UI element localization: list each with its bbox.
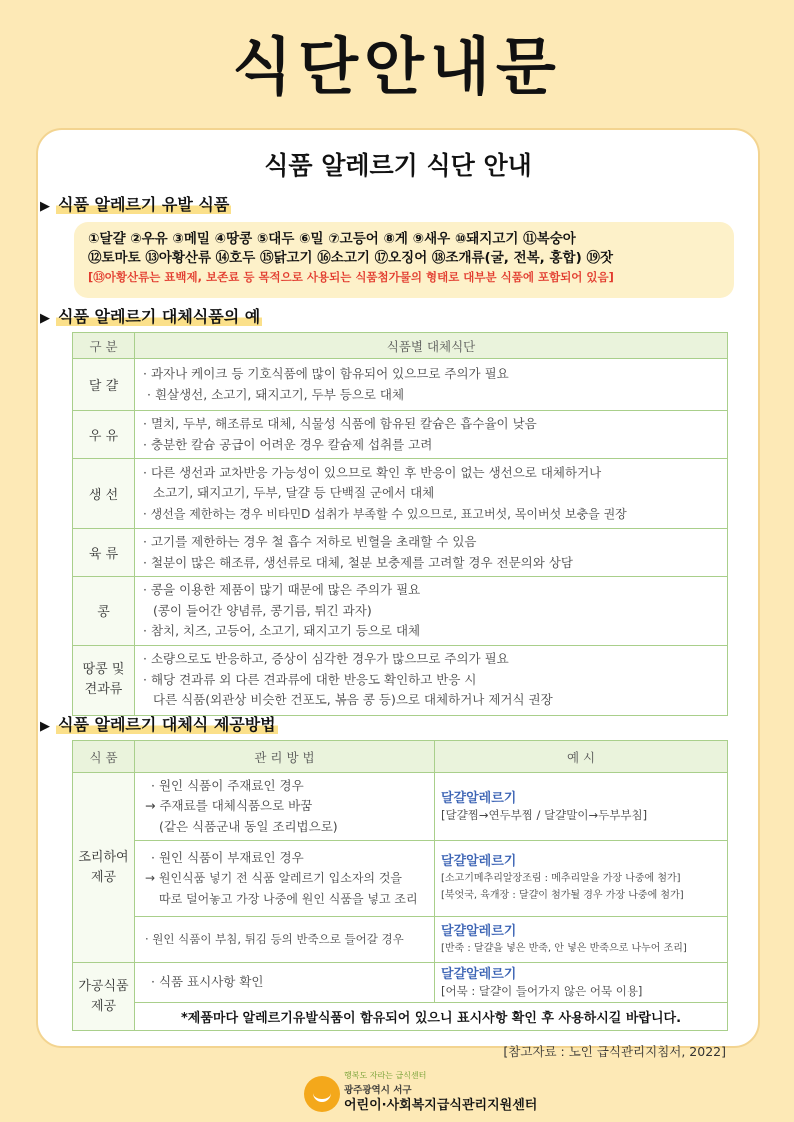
substitute-table xyxy=(72,332,728,716)
allergen-list-box xyxy=(74,222,734,298)
column-header: 식 품 xyxy=(73,741,135,773)
table-row xyxy=(73,963,728,1003)
row-description: · 멸치, 두부, 해조류로 대체, 식물성 식품에 함유된 칼슘은 흡수율이 낮음 · 충분한 칼슘 공급이 어려운 경우 칼슘제 섭취를 고려 xyxy=(135,411,728,459)
smile-logo-icon xyxy=(304,1076,340,1112)
triangle-icon: ▶ xyxy=(40,311,50,326)
column-header: 구 분 xyxy=(73,333,135,359)
page-title: 식단안내문 xyxy=(232,30,562,103)
row-category: 육 류 xyxy=(73,529,135,577)
reference-note: [참고자료 : 노인 급식관리지침서, 2022] xyxy=(503,1044,726,1059)
row-category: 달 걀 xyxy=(73,359,135,411)
table-row xyxy=(73,917,728,963)
row-category: 우 유 xyxy=(73,411,135,459)
column-header: 관 리 방 법 xyxy=(135,741,435,773)
table-header-row xyxy=(73,333,728,359)
row-category: 가공식품 제공 xyxy=(73,963,135,1031)
table-row xyxy=(73,645,728,715)
row-category: 콩 xyxy=(73,577,135,646)
table-row xyxy=(73,577,728,646)
row-category: 땅콩 및 견과류 xyxy=(73,645,135,715)
row-category: 생 선 xyxy=(73,459,135,529)
allergen-line: ⑫토마토 ⑬아황산류 ⑭호두 ⑮닭고기 ⑯소고기 ⑰오징어 ⑱조개류(굴, 전복, 홍합) ⑲잣 xyxy=(88,250,614,266)
table-row xyxy=(73,1003,728,1031)
section-heading-substitutes: ▶ 식품 알레르기 대체식품의 예 xyxy=(40,307,261,326)
logo-slogan: 행복도 자라는 급식센터 xyxy=(344,1071,427,1080)
example-title: 달걀알레르기 xyxy=(441,923,517,939)
row-example: 달걀알레르기 [어묵 : 달걀이 들어가지 않은 어묵 이용] xyxy=(435,963,728,1003)
column-header: 식품별 대체식단 xyxy=(135,333,728,359)
row-description: · 콩을 이용한 제품이 많기 때문에 많은 주의가 필요 (콩이 들어간 양념류, 콩기름, 튀긴 과자) · 참치, 치즈, 고등어, 소고기, 돼지고기 등으로 대체 xyxy=(135,577,728,646)
row-category: 조리하여 제공 xyxy=(73,773,135,963)
triangle-icon: ▶ xyxy=(40,199,50,214)
row-example: 달걀알레르기 [반죽 : 달걀을 넣은 반죽, 안 넣은 반죽으로 나누어 조리] xyxy=(435,917,728,963)
allergen-note: [⑬아황산류는 표백제, 보존료 등 목적으로 사용되는 식품첨가물의 형태로 대부분 식품에 포함되어 있음] xyxy=(88,270,614,284)
center-logo xyxy=(304,1070,538,1114)
method-table xyxy=(72,740,728,1031)
table-row xyxy=(73,841,728,917)
row-example: 달걀알레르기 [소고기메추리알장조림 : 메추리알을 가장 나중에 첨가] [북엇국, 육개장 : 달걀이 첨가될 경우 가장 나중에 첨가] xyxy=(435,841,728,917)
example-title: 달걀알레르기 xyxy=(441,854,517,869)
row-description: · 다른 생선과 교차반응 가능성이 있으므로 확인 후 반응이 없는 생선으로 대체하거나 소고기, 돼지고기, 두부, 달걀 등 단백질 군에서 대체 · 생선을 제한하는 경우 비타민D 섭취가 부족할 수 있으므로, 표고버섯, 목이버섯 보충을 권장 xyxy=(135,459,728,529)
triangle-icon: ▶ xyxy=(40,719,50,734)
table-row xyxy=(73,359,728,411)
card-title: 식품 알레르기 식단 안내 xyxy=(264,151,532,180)
table-header-row xyxy=(73,741,728,773)
table-row xyxy=(73,411,728,459)
section-heading-allergens: ▶ 식품 알레르기 유발 식품 xyxy=(40,195,230,214)
column-header: 예 시 xyxy=(435,741,728,773)
row-method: · 원인 식품이 부침, 튀김 등의 반죽으로 들어갈 경우 xyxy=(135,917,435,963)
footnote: *제품마다 알레르기유발식품이 함유되어 있으니 표시사항 확인 후 사용하시길 바랍니다. xyxy=(135,1003,728,1031)
row-method: · 원인 식품이 주재료인 경우 → 주재료를 대체식품으로 바꿈 (같은 식품군내 동일 조리법으로) xyxy=(135,773,435,841)
table-row xyxy=(73,529,728,577)
example-title: 달걀알레르기 xyxy=(441,966,517,982)
row-description: · 고기를 제한하는 경우 철 흡수 저하로 빈혈을 초래할 수 있음 · 철분이 많은 해조류, 생선류로 대체, 철분 보충제를 고려할 경우 전문의와 상담 xyxy=(135,529,728,577)
table-row xyxy=(73,773,728,841)
logo-line2: 어린이·사회복지급식관리지원센터 xyxy=(344,1098,538,1113)
row-description: · 과자나 케이크 등 기호식품에 많이 함유되어 있으므로 주의가 필요 · 흰살생선, 소고기, 돼지고기, 두부 등으로 대체 xyxy=(135,359,728,411)
allergen-line: ①달걀 ②우유 ③메밀 ④땅콩 ⑤대두 ⑥밀 ⑦고등어 ⑧게 ⑨새우 ⑩돼지고기 ⑪복숭아 xyxy=(88,231,576,247)
table-row xyxy=(73,459,728,529)
section-heading-methods: ▶ 식품 알레르기 대체식 제공방법 xyxy=(40,715,276,734)
row-method: · 원인 식품이 부재료인 경우 → 원인식품 넣기 전 식품 알레르기 입소자의 것을 따로 덜어놓고 가장 나중에 원인 식품을 넣고 조리 xyxy=(135,841,435,917)
logo-line1: 광주광역시 서구 xyxy=(344,1085,412,1096)
row-example: 달걀알레르기 [달걀찜→연두부찜 / 달걀말이→두부부침] xyxy=(435,773,728,841)
row-description: · 소량으로도 반응하고, 증상이 심각한 경우가 많으므로 주의가 필요 · 해당 견과류 외 다른 견과류에 대한 반응도 확인하고 반응 시 다른 식품(외관상 비슷한 건포도, 볶음 콩 등)으로 대체하거나 제거식 권장 xyxy=(135,645,728,715)
example-title: 달걀알레르기 xyxy=(441,790,517,806)
row-method: · 식품 표시사항 확인 xyxy=(135,963,435,1003)
